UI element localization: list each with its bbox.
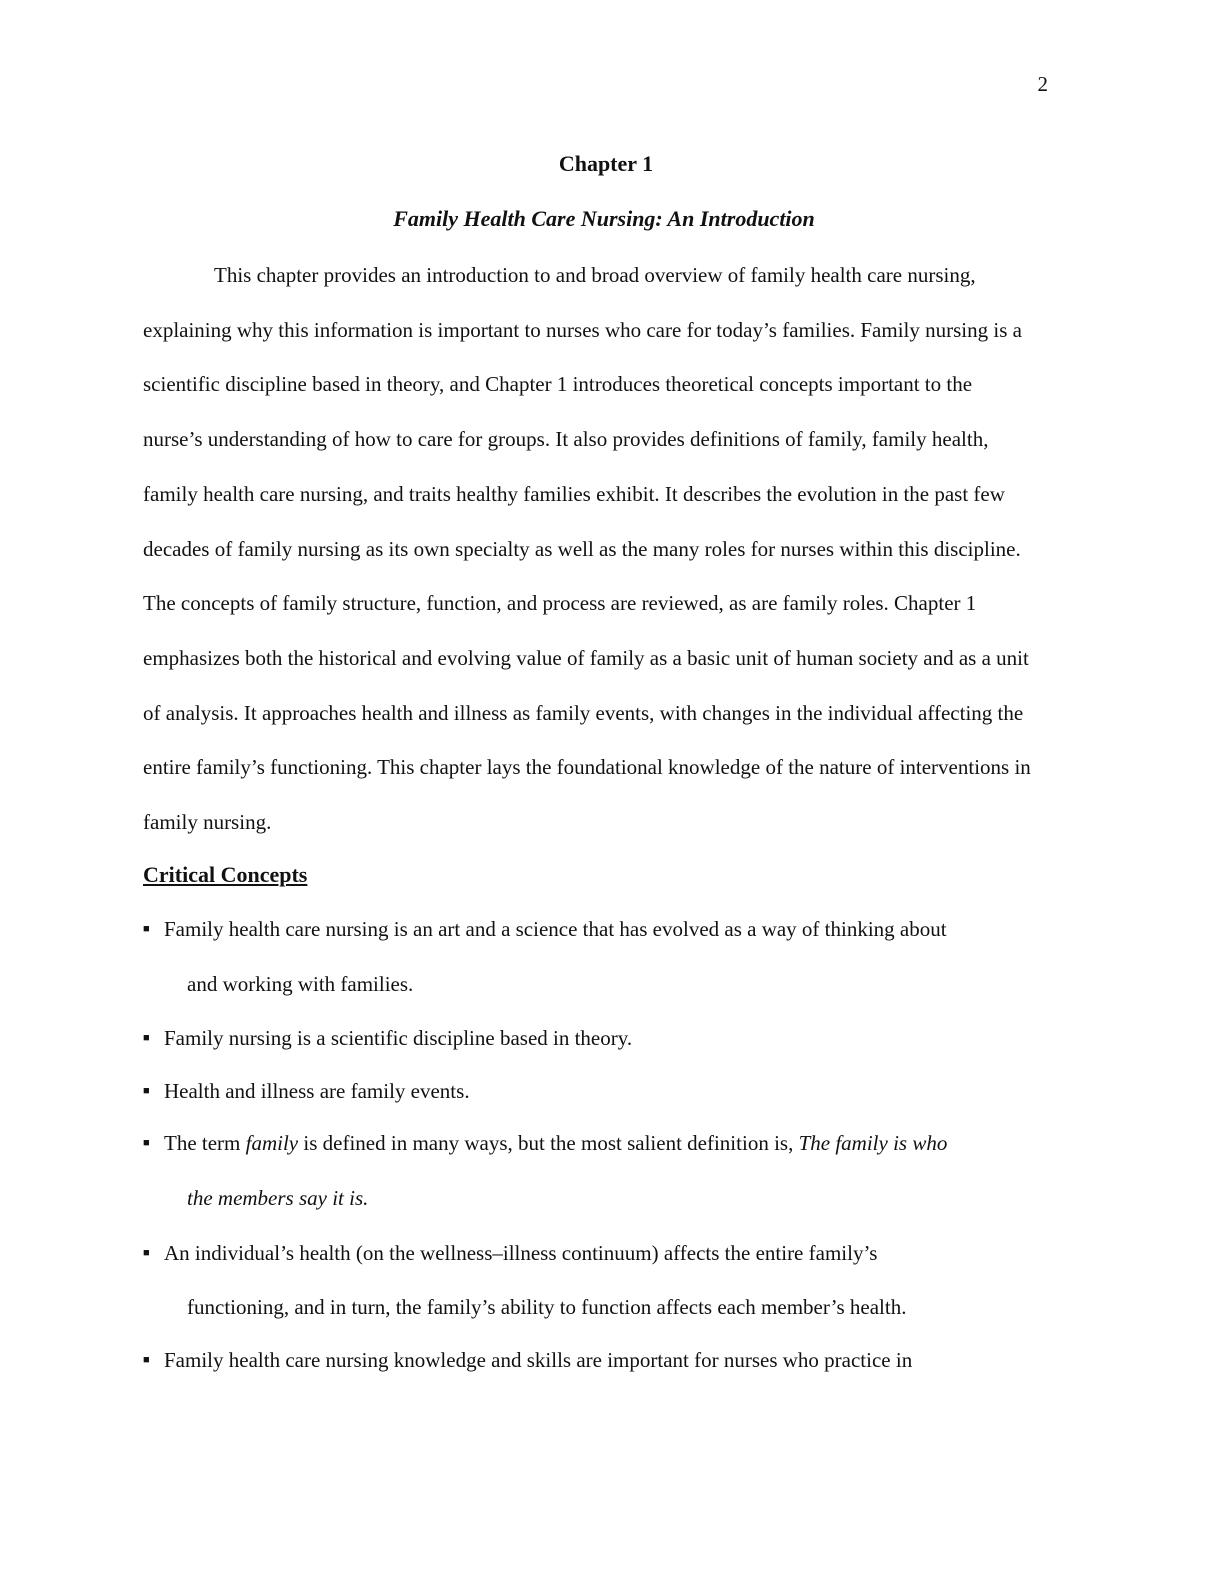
concept-quote: The family is who [798,1131,948,1155]
chapter-subtitle: Family Health Care Nursing: An Introduction [393,206,815,231]
concept-item-line: Family nursing is a scientific discipline based in theory. [164,1026,633,1050]
intro-line: of analysis. It approaches health and illness as family events, with changes in the individual affecting the [143,701,1024,725]
bullet-icon: ■ [143,1354,150,1366]
section-heading-critical-concepts: Critical Concepts [143,862,308,887]
intro-line: decades of family nursing as its own specialty as well as the many roles for nurses within this discipline. [143,537,1021,561]
intro-line: scientific discipline based in theory, and Chapter 1 introduces theoretical concepts important to the [143,372,973,396]
intro-line: emphasizes both the historical and evolving value of family as a basic unit of human society and as a unit [143,646,1029,670]
concept-item-line: Health and illness are family events. [164,1079,470,1103]
bullet-icon: ■ [143,923,150,935]
concept-item-line: Family health care nursing knowledge and skills are important for nurses who practice in [164,1348,913,1372]
intro-line: entire family’s functioning. This chapter lays the foundational knowledge of the nature of interventions in [143,755,1031,779]
page-number: 2 [1037,72,1048,96]
intro-line: The concepts of family structure, function, and process are reviewed, as are family roles. Chapter 1 [143,591,977,615]
concept-item-line: An individual’s health (on the wellness–illness continuum) affects the entire family’s [164,1241,878,1265]
intro-line: nurse’s understanding of how to care for groups. It also provides definitions of family, family health, [143,427,989,451]
concept-item-line [164,1130,947,1157]
chapter-title: Chapter 1 [558,151,654,176]
bullet-icon: ■ [143,1032,150,1044]
bullet-icon: ■ [143,1085,150,1097]
concept-text: The term [164,1131,246,1155]
intro-line: This chapter provides an introduction to and broad overview of family health care nursing, [214,263,976,287]
concept-item-line: functioning, and in turn, the family’s ability to function affects each member’s health. [187,1295,907,1319]
intro-line: family nursing. [143,810,272,834]
concept-item-line: and working with families. [187,972,414,996]
intro-line: family health care nursing, and traits healthy families exhibit. It describes the evolution in the past few [143,482,1005,506]
concept-text: is defined in many ways, but the most salient definition is, [298,1131,799,1155]
concept-quote-line: the members say it is. [187,1186,369,1210]
concept-term-family: family [245,1131,299,1155]
bullet-icon: ■ [143,1247,150,1259]
concept-item-line: Family health care nursing is an art and a science that has evolved as a way of thinking about [164,917,947,941]
bullet-icon: ■ [143,1137,150,1149]
intro-line: explaining why this information is important to nurses who care for today’s families. Family nursing is a [143,318,1022,342]
